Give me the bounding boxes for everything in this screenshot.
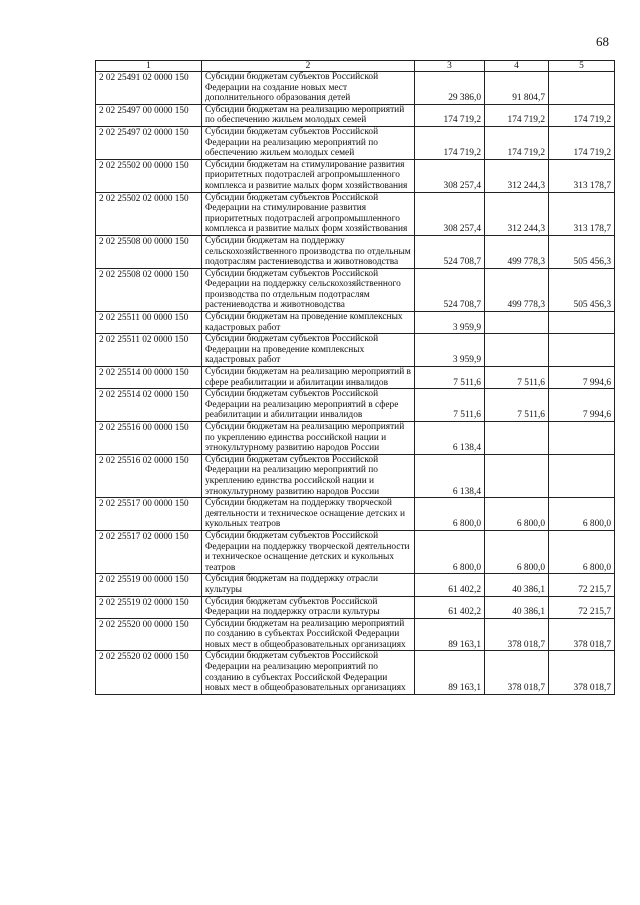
description-cell: Субсидии бюджетам субъектов Российской Федерации на реализацию мероприятий по укреплению единства российской нации и этнокультурному развитию народов России <box>202 454 415 497</box>
budget-code-cell: 2 02 25516 02 0000 150 <box>96 454 202 497</box>
value-col4-cell: 40 386,1 <box>485 574 549 596</box>
value-col3-cell: 174 719,2 <box>415 104 485 126</box>
table-row <box>96 192 615 235</box>
budget-code-cell: 2 02 25508 00 0000 150 <box>96 235 202 268</box>
table-body <box>96 72 615 695</box>
value-col3-cell: 6 800,0 <box>415 530 485 573</box>
value-col4-cell: 6 800,0 <box>485 530 549 573</box>
value-col4-cell: 378 018,7 <box>485 651 549 694</box>
table-row <box>96 235 615 268</box>
value-col5-cell: 505 456,3 <box>549 268 615 311</box>
value-col3-cell: 61 402,2 <box>415 574 485 596</box>
description-cell: Субсидии бюджетам на реализацию мероприятий по укреплению единства российской нации и этнокультурному развитию народов России <box>202 422 415 455</box>
budget-code-cell: 2 02 25502 00 0000 150 <box>96 159 202 192</box>
value-col4-cell: 499 778,3 <box>485 235 549 268</box>
value-col3-cell: 524 708,7 <box>415 268 485 311</box>
value-col3-cell: 174 719,2 <box>415 126 485 159</box>
description-cell: Субсидия бюджетам субъектов Российской Федерации на поддержку отрасли культуры <box>202 596 415 618</box>
value-col4-cell: 40 386,1 <box>485 596 549 618</box>
value-col5-cell <box>549 72 615 105</box>
budget-code-cell: 2 02 25514 02 0000 150 <box>96 389 202 422</box>
table-row <box>96 454 615 497</box>
budget-code-cell: 2 02 25491 02 0000 150 <box>96 72 202 105</box>
description-cell: Субсидии бюджетам на реализацию мероприятий в сфере реабилитации и абилитации инвалидов <box>202 367 415 389</box>
description-cell: Субсидии бюджетам на проведение комплексных кадастровых работ <box>202 312 415 334</box>
value-col3-cell: 308 257,4 <box>415 192 485 235</box>
description-cell: Субсидии бюджетам субъектов Российской Федерации на реализацию мероприятий по обеспечению жильем молодых семей <box>202 126 415 159</box>
description-cell: Субсидии бюджетам на реализацию мероприятий по обеспечению жильем молодых семей <box>202 104 415 126</box>
value-col3-cell: 308 257,4 <box>415 159 485 192</box>
value-col5-cell: 505 456,3 <box>549 235 615 268</box>
budget-code-cell: 2 02 25517 00 0000 150 <box>96 498 202 531</box>
value-col4-cell: 7 511,6 <box>485 367 549 389</box>
page-number: 68 <box>596 34 609 49</box>
description-cell: Субсидии бюджетам субъектов Российской Федерации на реализацию мероприятий в сфере реабилитации и абилитации инвалидов <box>202 389 415 422</box>
table-row <box>96 498 615 531</box>
value-col4-cell: 7 511,6 <box>485 389 549 422</box>
table-row <box>96 422 615 455</box>
value-col5-cell: 378 018,7 <box>549 651 615 694</box>
value-col3-cell: 6 138,4 <box>415 454 485 497</box>
table-row <box>96 389 615 422</box>
value-col4-cell: 174 719,2 <box>485 104 549 126</box>
value-col5-cell: 72 215,7 <box>549 574 615 596</box>
value-col5-cell <box>549 422 615 455</box>
value-col5-cell: 313 178,7 <box>549 159 615 192</box>
value-col3-cell: 7 511,6 <box>415 367 485 389</box>
value-col3-cell: 89 163,1 <box>415 651 485 694</box>
table-row <box>96 618 615 651</box>
value-col4-cell: 378 018,7 <box>485 618 549 651</box>
value-col3-cell: 6 138,4 <box>415 422 485 455</box>
budget-table <box>95 60 615 695</box>
value-col5-cell: 378 018,7 <box>549 618 615 651</box>
value-col3-cell: 29 386,0 <box>415 72 485 105</box>
budget-code-cell: 2 02 25517 02 0000 150 <box>96 530 202 573</box>
value-col3-cell: 89 163,1 <box>415 618 485 651</box>
budget-code-cell: 2 02 25508 02 0000 150 <box>96 268 202 311</box>
value-col4-cell: 6 800,0 <box>485 498 549 531</box>
value-col5-cell <box>549 312 615 334</box>
table-row <box>96 268 615 311</box>
budget-code-cell: 2 02 25502 02 0000 150 <box>96 192 202 235</box>
budget-code-cell: 2 02 25511 02 0000 150 <box>96 334 202 367</box>
value-col4-cell <box>485 312 549 334</box>
table-row <box>96 312 615 334</box>
table-row <box>96 72 615 105</box>
budget-code-cell: 2 02 25514 00 0000 150 <box>96 367 202 389</box>
column-header: 3 <box>415 61 485 72</box>
budget-code-cell: 2 02 25511 00 0000 150 <box>96 312 202 334</box>
description-cell: Субсидии бюджетам на реализацию мероприятий по созданию в субъектах Российской Федерации новых мест в общеобразовательных организациях <box>202 618 415 651</box>
table-row <box>96 159 615 192</box>
budget-code-cell: 2 02 25519 00 0000 150 <box>96 574 202 596</box>
value-col5-cell: 7 994,6 <box>549 367 615 389</box>
budget-code-cell: 2 02 25516 00 0000 150 <box>96 422 202 455</box>
column-header: 1 <box>96 61 202 72</box>
value-col4-cell <box>485 422 549 455</box>
value-col4-cell: 312 244,3 <box>485 192 549 235</box>
table-row <box>96 574 615 596</box>
description-cell: Субсидия бюджетам на поддержку отрасли культуры <box>202 574 415 596</box>
table-row <box>96 334 615 367</box>
value-col3-cell: 3 959,9 <box>415 334 485 367</box>
description-cell: Субсидии бюджетам на стимулирование развития приоритетных подотраслей агропромышленного комплекса и развитие малых форм хозяйствования <box>202 159 415 192</box>
description-cell: Субсидии бюджетам субъектов Российской Федерации на поддержку сельскохозяйственного производства по отдельным подотраслям растениеводства и животноводства <box>202 268 415 311</box>
column-header: 5 <box>549 61 615 72</box>
value-col5-cell: 174 719,2 <box>549 126 615 159</box>
table-row <box>96 126 615 159</box>
table-row <box>96 104 615 126</box>
column-header: 4 <box>485 61 549 72</box>
table-header-row <box>96 61 615 72</box>
value-col4-cell: 312 244,3 <box>485 159 549 192</box>
budget-code-cell: 2 02 25497 02 0000 150 <box>96 126 202 159</box>
value-col3-cell: 61 402,2 <box>415 596 485 618</box>
table-row <box>96 596 615 618</box>
value-col4-cell: 174 719,2 <box>485 126 549 159</box>
value-col5-cell: 72 215,7 <box>549 596 615 618</box>
budget-code-cell: 2 02 25519 02 0000 150 <box>96 596 202 618</box>
value-col4-cell <box>485 334 549 367</box>
budget-code-cell: 2 02 25520 02 0000 150 <box>96 651 202 694</box>
value-col5-cell: 6 800,0 <box>549 498 615 531</box>
value-col5-cell: 6 800,0 <box>549 530 615 573</box>
value-col3-cell: 7 511,6 <box>415 389 485 422</box>
description-cell: Субсидии бюджетам субъектов Российской Федерации на стимулирование развития приоритетных подотраслей агропромышленного комплекса и развитие малых форм хозяйствования <box>202 192 415 235</box>
description-cell: Субсидии бюджетам на поддержку творческой деятельности и техническое оснащение детских и кукольных театров <box>202 498 415 531</box>
table-row <box>96 530 615 573</box>
value-col5-cell <box>549 334 615 367</box>
value-col5-cell: 7 994,6 <box>549 389 615 422</box>
value-col5-cell <box>549 454 615 497</box>
description-cell: Субсидии бюджетам субъектов Российской Федерации на реализацию мероприятий по созданию в субъектах Российской Федерации новых мест в общеобразовательных организациях <box>202 651 415 694</box>
table-row <box>96 367 615 389</box>
budget-code-cell: 2 02 25520 00 0000 150 <box>96 618 202 651</box>
value-col3-cell: 3 959,9 <box>415 312 485 334</box>
budget-code-cell: 2 02 25497 00 0000 150 <box>96 104 202 126</box>
value-col3-cell: 6 800,0 <box>415 498 485 531</box>
description-cell: Субсидии бюджетам субъектов Российской Федерации на создание новых мест дополнительного образования детей <box>202 72 415 105</box>
column-header: 2 <box>202 61 415 72</box>
table-row <box>96 651 615 694</box>
value-col5-cell: 174 719,2 <box>549 104 615 126</box>
value-col4-cell: 91 804,7 <box>485 72 549 105</box>
value-col4-cell: 499 778,3 <box>485 268 549 311</box>
description-cell: Субсидии бюджетам субъектов Российской Федерации на поддержку творческой деятельности и техническое оснащение детских и кукольных театров <box>202 530 415 573</box>
description-cell: Субсидии бюджетам субъектов Российской Федерации на проведение комплексных кадастровых работ <box>202 334 415 367</box>
description-cell: Субсидии бюджетам на поддержку сельскохозяйственного производства по отдельным подотраслям растениеводства и животноводства <box>202 235 415 268</box>
value-col3-cell: 524 708,7 <box>415 235 485 268</box>
value-col5-cell: 313 178,7 <box>549 192 615 235</box>
value-col4-cell <box>485 454 549 497</box>
